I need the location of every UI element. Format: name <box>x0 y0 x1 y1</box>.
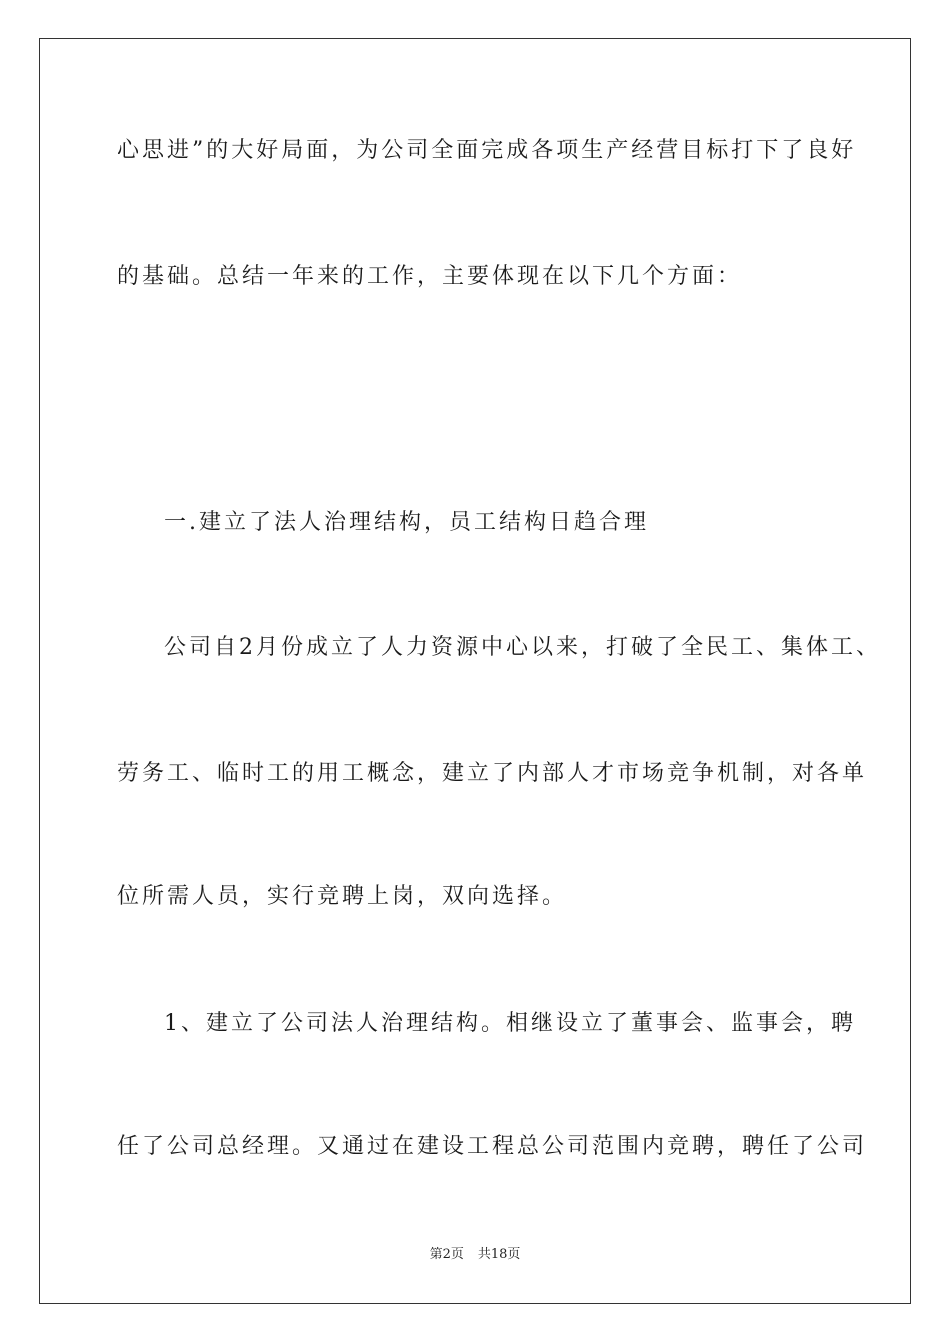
page-frame <box>39 38 911 1304</box>
page-total: 共18页 <box>477 1247 521 1262</box>
body-text-line: 1、建立了公司法人治理结构。相继设立了董事会、监事会，聘 <box>164 1011 856 1036</box>
page-number: 第2页 <box>429 1247 464 1262</box>
section-heading: 一.建立了法人治理结构，员工结构日趋合理 <box>164 510 649 535</box>
body-text-line: 心思进”的大好局面，为公司全面完成各项生产经营目标打下了良好 <box>117 138 857 163</box>
body-text-line: 任了公司总经理。又通过在建设工程总公司范围内竞聘，聘任了公司 <box>117 1134 868 1159</box>
body-text-line: 劳务工、临时工的用工概念，建立了内部人才市场竞争机制，对各单 <box>117 761 868 786</box>
page-footer <box>0 1246 950 1264</box>
body-text-line: 位所需人员，实行竞聘上岗，双向选择。 <box>117 884 568 909</box>
body-text-line: 公司自2月份成立了人力资源中心以来，打破了全民工、集体工、 <box>164 635 881 660</box>
body-text-line: 的基础。总结一年来的工作，主要体现在以下几个方面： <box>117 264 743 289</box>
